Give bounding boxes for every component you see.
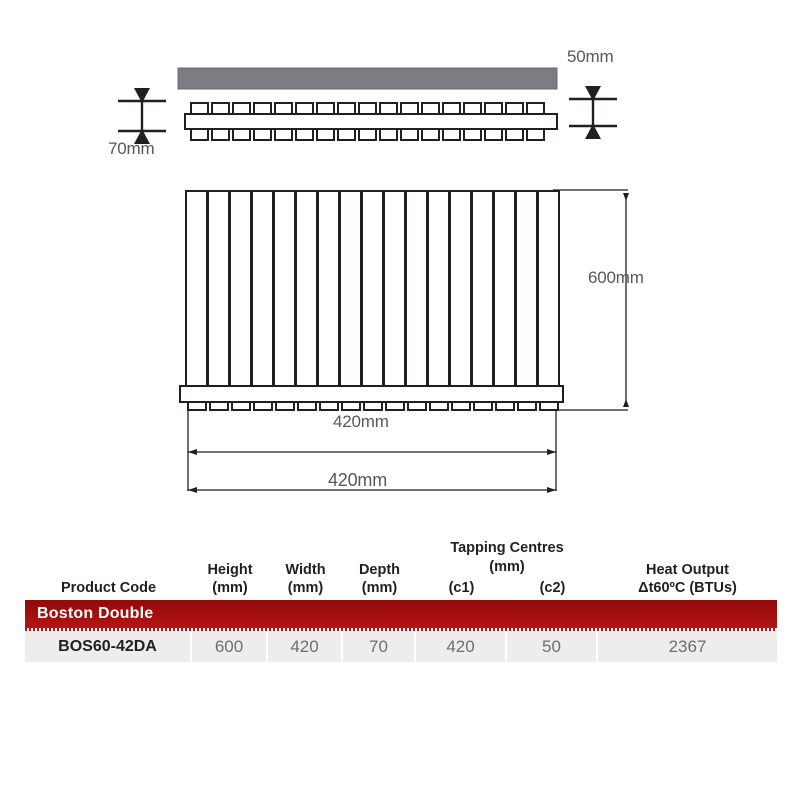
wall-bar	[178, 68, 557, 89]
dimension-600mm-arrow-bottom	[623, 399, 629, 407]
cell-tapping-c1: 420	[416, 631, 507, 662]
dimension-50mm	[569, 99, 617, 126]
plan-central-rail	[185, 114, 557, 129]
dimension-label-tapping-c2: 50mm	[567, 47, 614, 66]
column-header-height	[192, 561, 268, 600]
table-row[interactable]	[25, 631, 777, 662]
dimension-label-height: 600mm	[588, 268, 644, 287]
product-group-band	[25, 600, 777, 628]
plan-fins-lower	[191, 129, 544, 140]
column-header-c1: (c1)	[448, 580, 475, 597]
elevation-bottom-tabs	[188, 402, 558, 410]
dimension-420mm-tapping-arrow-left	[188, 449, 197, 455]
product-group-label: Boston Double	[37, 605, 154, 622]
column-header-depth-unit: (mm)	[361, 580, 398, 597]
column-header-heat-output-title: Heat Output	[646, 561, 729, 578]
column-header-c2: (c2)	[539, 580, 566, 597]
column-header-tapping-title: Tapping Centres	[450, 540, 564, 557]
dimension-label-tapping-c1: 420mm	[333, 412, 389, 431]
column-header-product-code: Product Code	[60, 580, 157, 597]
column-header-height-title: Height	[207, 561, 253, 578]
elevation-tubes	[186, 191, 559, 388]
dimension-label-width: 420mm	[328, 470, 388, 490]
plan-fins-upper	[191, 103, 544, 114]
column-header-width	[268, 561, 343, 600]
elevation-bottom-rail	[180, 386, 563, 402]
specification-table	[25, 534, 777, 662]
cell-height: 600	[192, 631, 268, 662]
column-header-tapping-unit: (mm)	[489, 558, 525, 575]
cell-product-code: BOS60-42DA	[25, 631, 192, 662]
cell-tapping-c2: 50	[507, 631, 598, 662]
dimension-600mm	[553, 190, 628, 410]
column-header-tapping-centres	[416, 539, 598, 600]
column-header-height-unit: (mm)	[212, 580, 248, 597]
cell-width: 420	[268, 631, 343, 662]
dimension-420mm-tapping-arrow-right	[547, 449, 556, 455]
dimension-label-depth: 70mm	[108, 139, 155, 158]
dimension-600mm-arrow-top	[623, 193, 629, 201]
dimension-420mm-width-arrow-right	[547, 487, 556, 493]
column-header-depth-title: Depth	[358, 561, 401, 578]
column-header-width-unit: (mm)	[287, 580, 324, 597]
column-header-depth	[343, 561, 416, 600]
cell-heat-output: 2367	[598, 631, 777, 662]
column-header-width-title: Width	[285, 561, 326, 578]
cell-depth: 70	[343, 631, 416, 662]
dimension-420mm-width-arrow-left	[188, 487, 197, 493]
table-header-row	[25, 534, 777, 600]
column-header-heat-output	[598, 561, 777, 600]
dimension-70mm	[118, 101, 166, 131]
column-header-heat-output-unit: Δt60ºC (BTUs)	[638, 580, 737, 597]
